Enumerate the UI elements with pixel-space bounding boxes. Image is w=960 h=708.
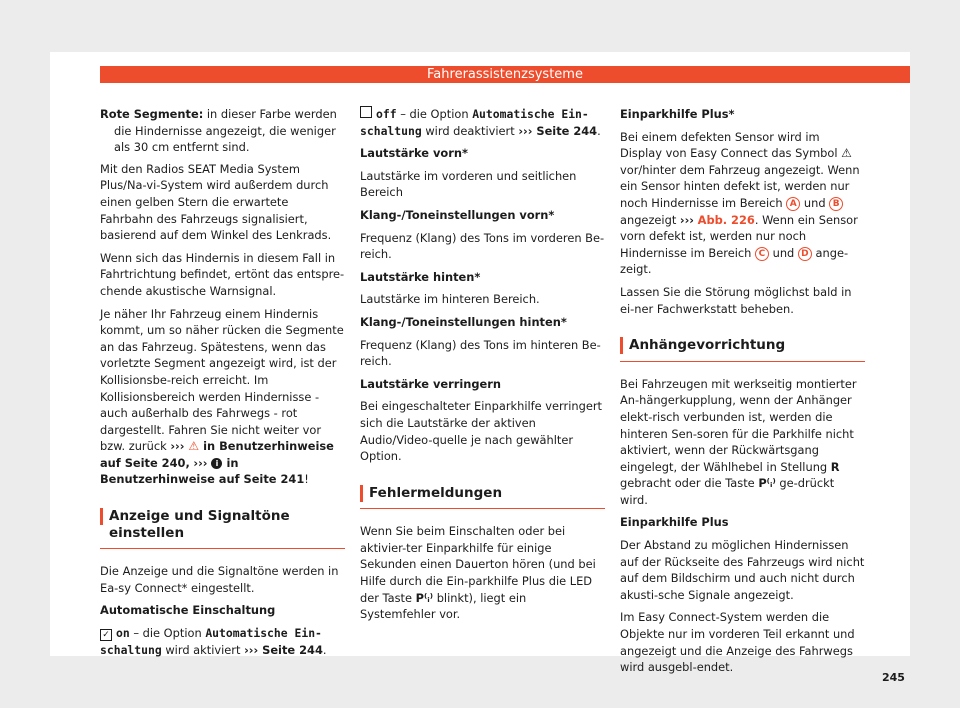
reference-arrow: ›››: [193, 455, 208, 470]
checked-checkbox-icon: ✓: [100, 629, 112, 641]
page-number: 245: [882, 671, 905, 684]
paragraph-text: vor/hinter dem Fahrzeug angezeigt. Wenn ein Sensor hinten defekt ist, werden nur noch Hindernisse im Bereich: [620, 162, 860, 210]
paragraph-text: Bei Fahrzeugen mit werkseitig montierter An-hängerkupplung, wenn der Anhänger elekt-risch verbunden ist, werden die hinteren Sen-soren für die Parkhilfe nicht aktiviert, wenn der Rückwärtsgang eingelegt, der Wählhebel in Stellung: [620, 376, 857, 474]
paragraph-text: Wenn Sie beim Einschalten oder bei aktivier-ter Einparkhilfe für einige Sekunden einen Dauerton hören (und bei Hilfe durch die Ein-parkhilfe Plus die LED der Taste: [360, 524, 596, 605]
paragraph: Bei eingeschalteter Einparkhilfe verringert sich die Lautstärke der aktiven Audio/Video-quelle je nach gewählter Option.: [360, 399, 602, 464]
reverse-gear-label: R: [830, 459, 840, 474]
option-text: – die Option: [133, 626, 202, 641]
option-text: – die Option: [400, 107, 469, 121]
subheading: Klang-/Toneinstellungen hinten*: [360, 314, 567, 329]
figure-reference-arrow: ›››: [679, 212, 695, 227]
paragraph: Im Easy Connect-System werden die Objekte nur im vorderen Teil erkannt und angezeigt und die Anzeige des Fahrwegs wird ausgebl-endet.: [620, 610, 855, 675]
paragraph: Lautstärke im hinteren Bereich.: [360, 292, 540, 307]
parking-button-icon: P⁽ᵢ⁾: [758, 476, 776, 491]
area-c-marker: C: [755, 247, 769, 261]
towbar-paragraph: [620, 376, 865, 509]
unchecked-checkbox-icon: [360, 106, 372, 118]
subheading: Lautstärke vorn*: [360, 146, 468, 161]
section-title: Anzeige und Signaltöne einstellen: [109, 508, 290, 541]
collision-paragraph: [100, 306, 345, 489]
paragraph: Die Anzeige und die Signaltöne werden in Ea-sy Connect* eingestellt.: [100, 564, 339, 595]
subheading: Lautstärke verringern: [360, 376, 501, 391]
column-middle: [360, 106, 605, 629]
paragraph: Der Abstand zu möglichen Hindernissen auf der Rückseite des Fahrzeugs wird nicht auf dem Bildschirm und auch nicht durch akusti-sche Signale angezeigt.: [620, 538, 865, 602]
error-paragraph: [360, 523, 605, 623]
sensor-defect-paragraph: [620, 129, 865, 278]
section-heading-towbar: [620, 333, 865, 362]
paragraph-text: Je näher Ihr Fahrzeug einem Hindernis kommt, um so näher rücken die Segmente an das Fahrzeug. Spätestens, wenn das vorletzte Segment angezeigt wird, ist der Kollisionsbe-reich erreicht. Im Kollisionsbereich werden Hindernisse - auch außerhalb des Fahrwegs - rot dargestellt. Fahren Sie nicht weiter vor bzw. zurück: [100, 306, 344, 454]
manual-page: [50, 52, 910, 684]
paragraph-text: ange-zeigt.: [620, 245, 849, 277]
off-code: off: [376, 107, 397, 121]
subheading: Lautstärke hinten*: [360, 269, 481, 284]
page-reference-link[interactable]: ››› Seite 244: [518, 123, 598, 138]
paragraph-text: und: [803, 195, 826, 210]
section-heading-display: [100, 504, 345, 549]
reference-arrow: ›››: [170, 439, 185, 454]
option-text: wird aktiviert: [165, 642, 241, 657]
red-segments-label: Rote Segmente:: [100, 107, 204, 121]
section-title: Fehlermeldungen: [369, 484, 503, 501]
punctuation: .: [322, 642, 327, 657]
paragraph: Frequenz (Klang) des Tons im vorderen Be-reich.: [360, 230, 605, 262]
heading-accent-bar: [360, 485, 363, 502]
option-name: Automatische Ein-schaltung: [360, 107, 589, 138]
reference-text: in Benutzerhinweise auf Seite 240,: [100, 439, 334, 470]
reference-text: in Benutzerhinweise auf Seite 241: [100, 455, 305, 487]
section-heading-errors: [360, 481, 605, 510]
area-a-marker: A: [786, 197, 800, 211]
area-d-marker: D: [798, 247, 812, 261]
paragraph-text: angezeigt: [620, 212, 677, 227]
warning-triangle-icon: ⚠: [841, 146, 852, 161]
figure-reference-link[interactable]: Abb. 226: [697, 212, 755, 227]
heading-accent-bar: [100, 508, 103, 525]
column-left: [100, 106, 345, 664]
paragraph: Mit den Radios SEAT Media System Plus/Na-vi-System wird außerdem durch einen gelben Stern die erwartete Fahrbahn des Fahrzeugs signalisiert, basierend auf dem Winkel des Lenkrads.: [100, 161, 332, 243]
option-off-paragraph: [360, 106, 605, 139]
red-segments-text: in dieser Farbe werden die Hindernisse angezeigt, die weniger als 30 cm entfernt sind.: [114, 107, 337, 155]
paragraph: Wenn sich das Hindernis in diesem Fall in Fahrtrichtung befindet, ertönt das entspre-chende akustische Warnsignal.: [100, 250, 345, 298]
paragraph-text: Bei einem defekten Sensor wird im Display von Easy Connect das Symbol: [620, 129, 838, 161]
option-on-paragraph: [100, 625, 345, 658]
paragraph-text: und: [772, 245, 795, 260]
page-reference-link[interactable]: ››› Seite 244: [244, 642, 323, 657]
column-right: [620, 106, 865, 682]
paragraph: Frequenz (Klang) des Tons im hinteren Be-reich.: [360, 337, 601, 369]
parking-button-icon: P⁽ᵢ⁾: [415, 590, 434, 605]
on-code: on: [116, 626, 130, 641]
paragraph-text: . Wenn ein Sensor vorn defekt ist, werden nur noch Hindernisse im Bereich: [620, 212, 858, 260]
paragraph: Lassen Sie die Störung möglichst bald in ei-ner Fachwerkstatt beheben.: [620, 284, 852, 316]
chapter-header: Fahrerassistenzsysteme: [100, 66, 910, 83]
subheading: Einparkhilfe Plus: [620, 515, 729, 530]
option-text: wird deaktiviert: [425, 123, 515, 138]
heading-accent-bar: [620, 337, 623, 354]
subheading: Klang-/Toneinstellungen vorn*: [360, 207, 555, 222]
paragraph-text: blinkt), liegt ein Systemfehler vor.: [360, 590, 527, 622]
subheading: Automatische Einschaltung: [100, 603, 276, 618]
paragraph-text: gebracht oder die Taste: [620, 476, 755, 491]
option-name: Automatische Ein-schaltung: [100, 626, 322, 657]
warning-triangle-icon: ⚠: [188, 439, 200, 454]
punctuation: .: [597, 123, 601, 138]
section-title: Anhängevorrichtung: [629, 337, 786, 354]
red-segments-paragraph: [100, 106, 345, 156]
paragraph: Lautstärke im vorderen und seitlichen Bereich: [360, 168, 577, 200]
paragraph-text: ge-drückt wird.: [620, 476, 835, 507]
info-icon: i: [211, 458, 222, 469]
subheading: Einparkhilfe Plus*: [620, 107, 735, 121]
area-b-marker: B: [829, 197, 843, 211]
punctuation: !: [304, 472, 309, 487]
